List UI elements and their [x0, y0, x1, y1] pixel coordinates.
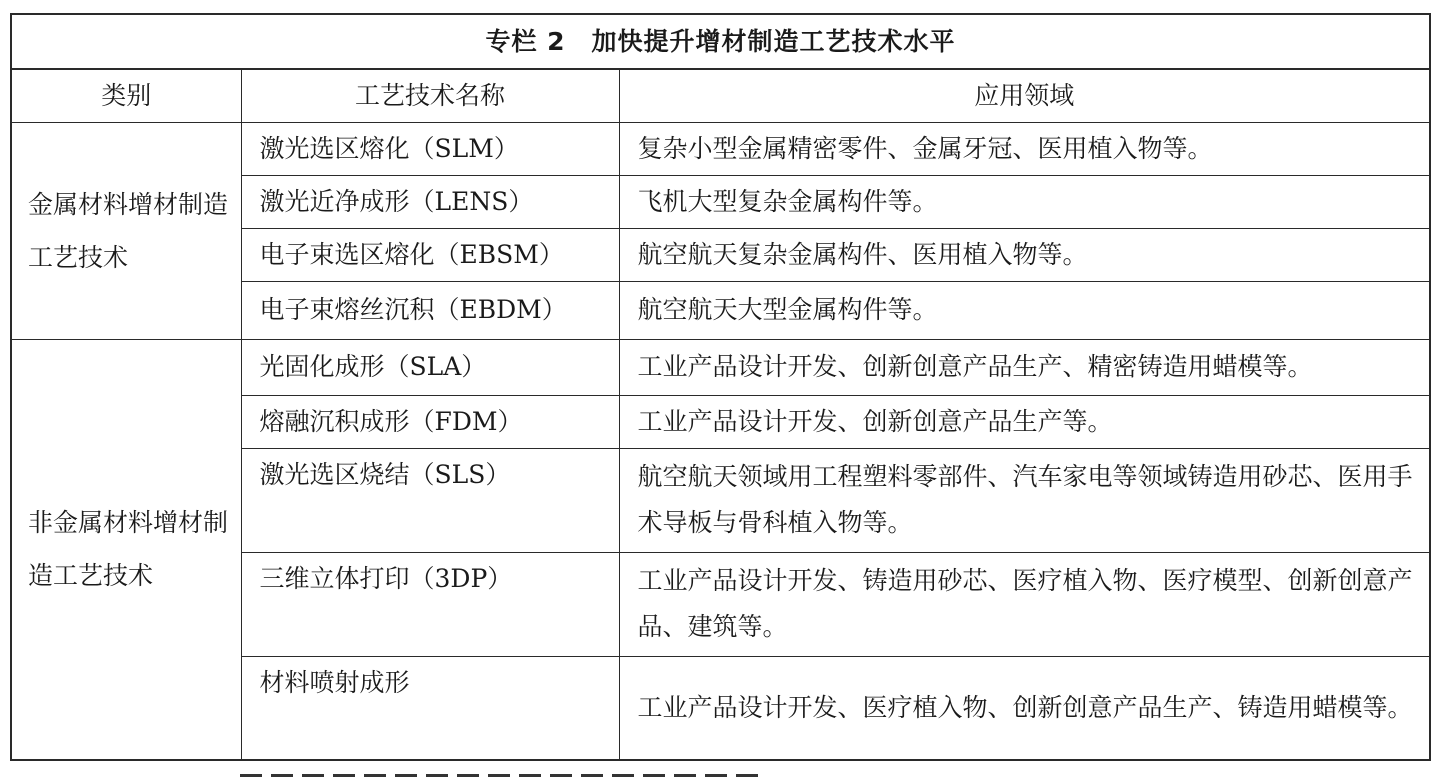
category-cell-metal: 金属材料增材制造工艺技术: [11, 122, 241, 339]
application-cell: 工业产品设计开发、创新创意产品生产、精密铸造用蜡模等。: [619, 339, 1430, 395]
technique-cell: 激光选区熔化（SLM）: [241, 122, 619, 175]
application-cell: 飞机大型复杂金属构件等。: [619, 175, 1430, 228]
application-cell: 复杂小型金属精密零件、金属牙冠、医用植入物等。: [619, 122, 1430, 175]
header-category: 类别: [11, 69, 241, 122]
application-cell: 工业产品设计开发、创新创意产品生产等。: [619, 395, 1430, 448]
process-technology-table: [10, 13, 1431, 761]
technique-cell: 激光选区烧结（SLS）: [241, 448, 619, 552]
technique-cell: 光固化成形（SLA）: [241, 339, 619, 395]
table-title-row: [11, 14, 1430, 69]
cropped-text-fragment: [240, 770, 780, 778]
technique-cell: 激光近净成形（LENS）: [241, 175, 619, 228]
application-cell: 工业产品设计开发、铸造用砂芯、医疗植入物、医疗模型、创新创意产品、建筑等。: [619, 552, 1430, 656]
technique-cell: 电子束熔丝沉积（EBDM）: [241, 281, 619, 339]
technique-cell: 材料喷射成形: [241, 656, 619, 760]
technique-cell: 熔融沉积成形（FDM）: [241, 395, 619, 448]
header-application: 应用领域: [619, 69, 1430, 122]
application-cell: 航空航天大型金属构件等。: [619, 281, 1430, 339]
application-cell: 工业产品设计开发、医疗植入物、创新创意产品生产、铸造用蜡模等。: [619, 656, 1430, 760]
technique-cell: 三维立体打印（3DP）: [241, 552, 619, 656]
table-title: 专栏 2 加快提升增材制造工艺技术水平: [11, 14, 1430, 69]
category-cell-nonmetal: 非金属材料增材制造工艺技术: [11, 339, 241, 760]
table-header-row: [11, 69, 1430, 122]
header-technique: 工艺技术名称: [241, 69, 619, 122]
technique-cell: 电子束选区熔化（EBSM）: [241, 228, 619, 281]
table-row: [11, 122, 1430, 175]
table-row: [11, 339, 1430, 395]
application-cell: 航空航天领域用工程塑料零部件、汽车家电等领域铸造用砂芯、医用手术导板与骨科植入物等。: [619, 448, 1430, 552]
application-cell: 航空航天复杂金属构件、医用植入物等。: [619, 228, 1430, 281]
